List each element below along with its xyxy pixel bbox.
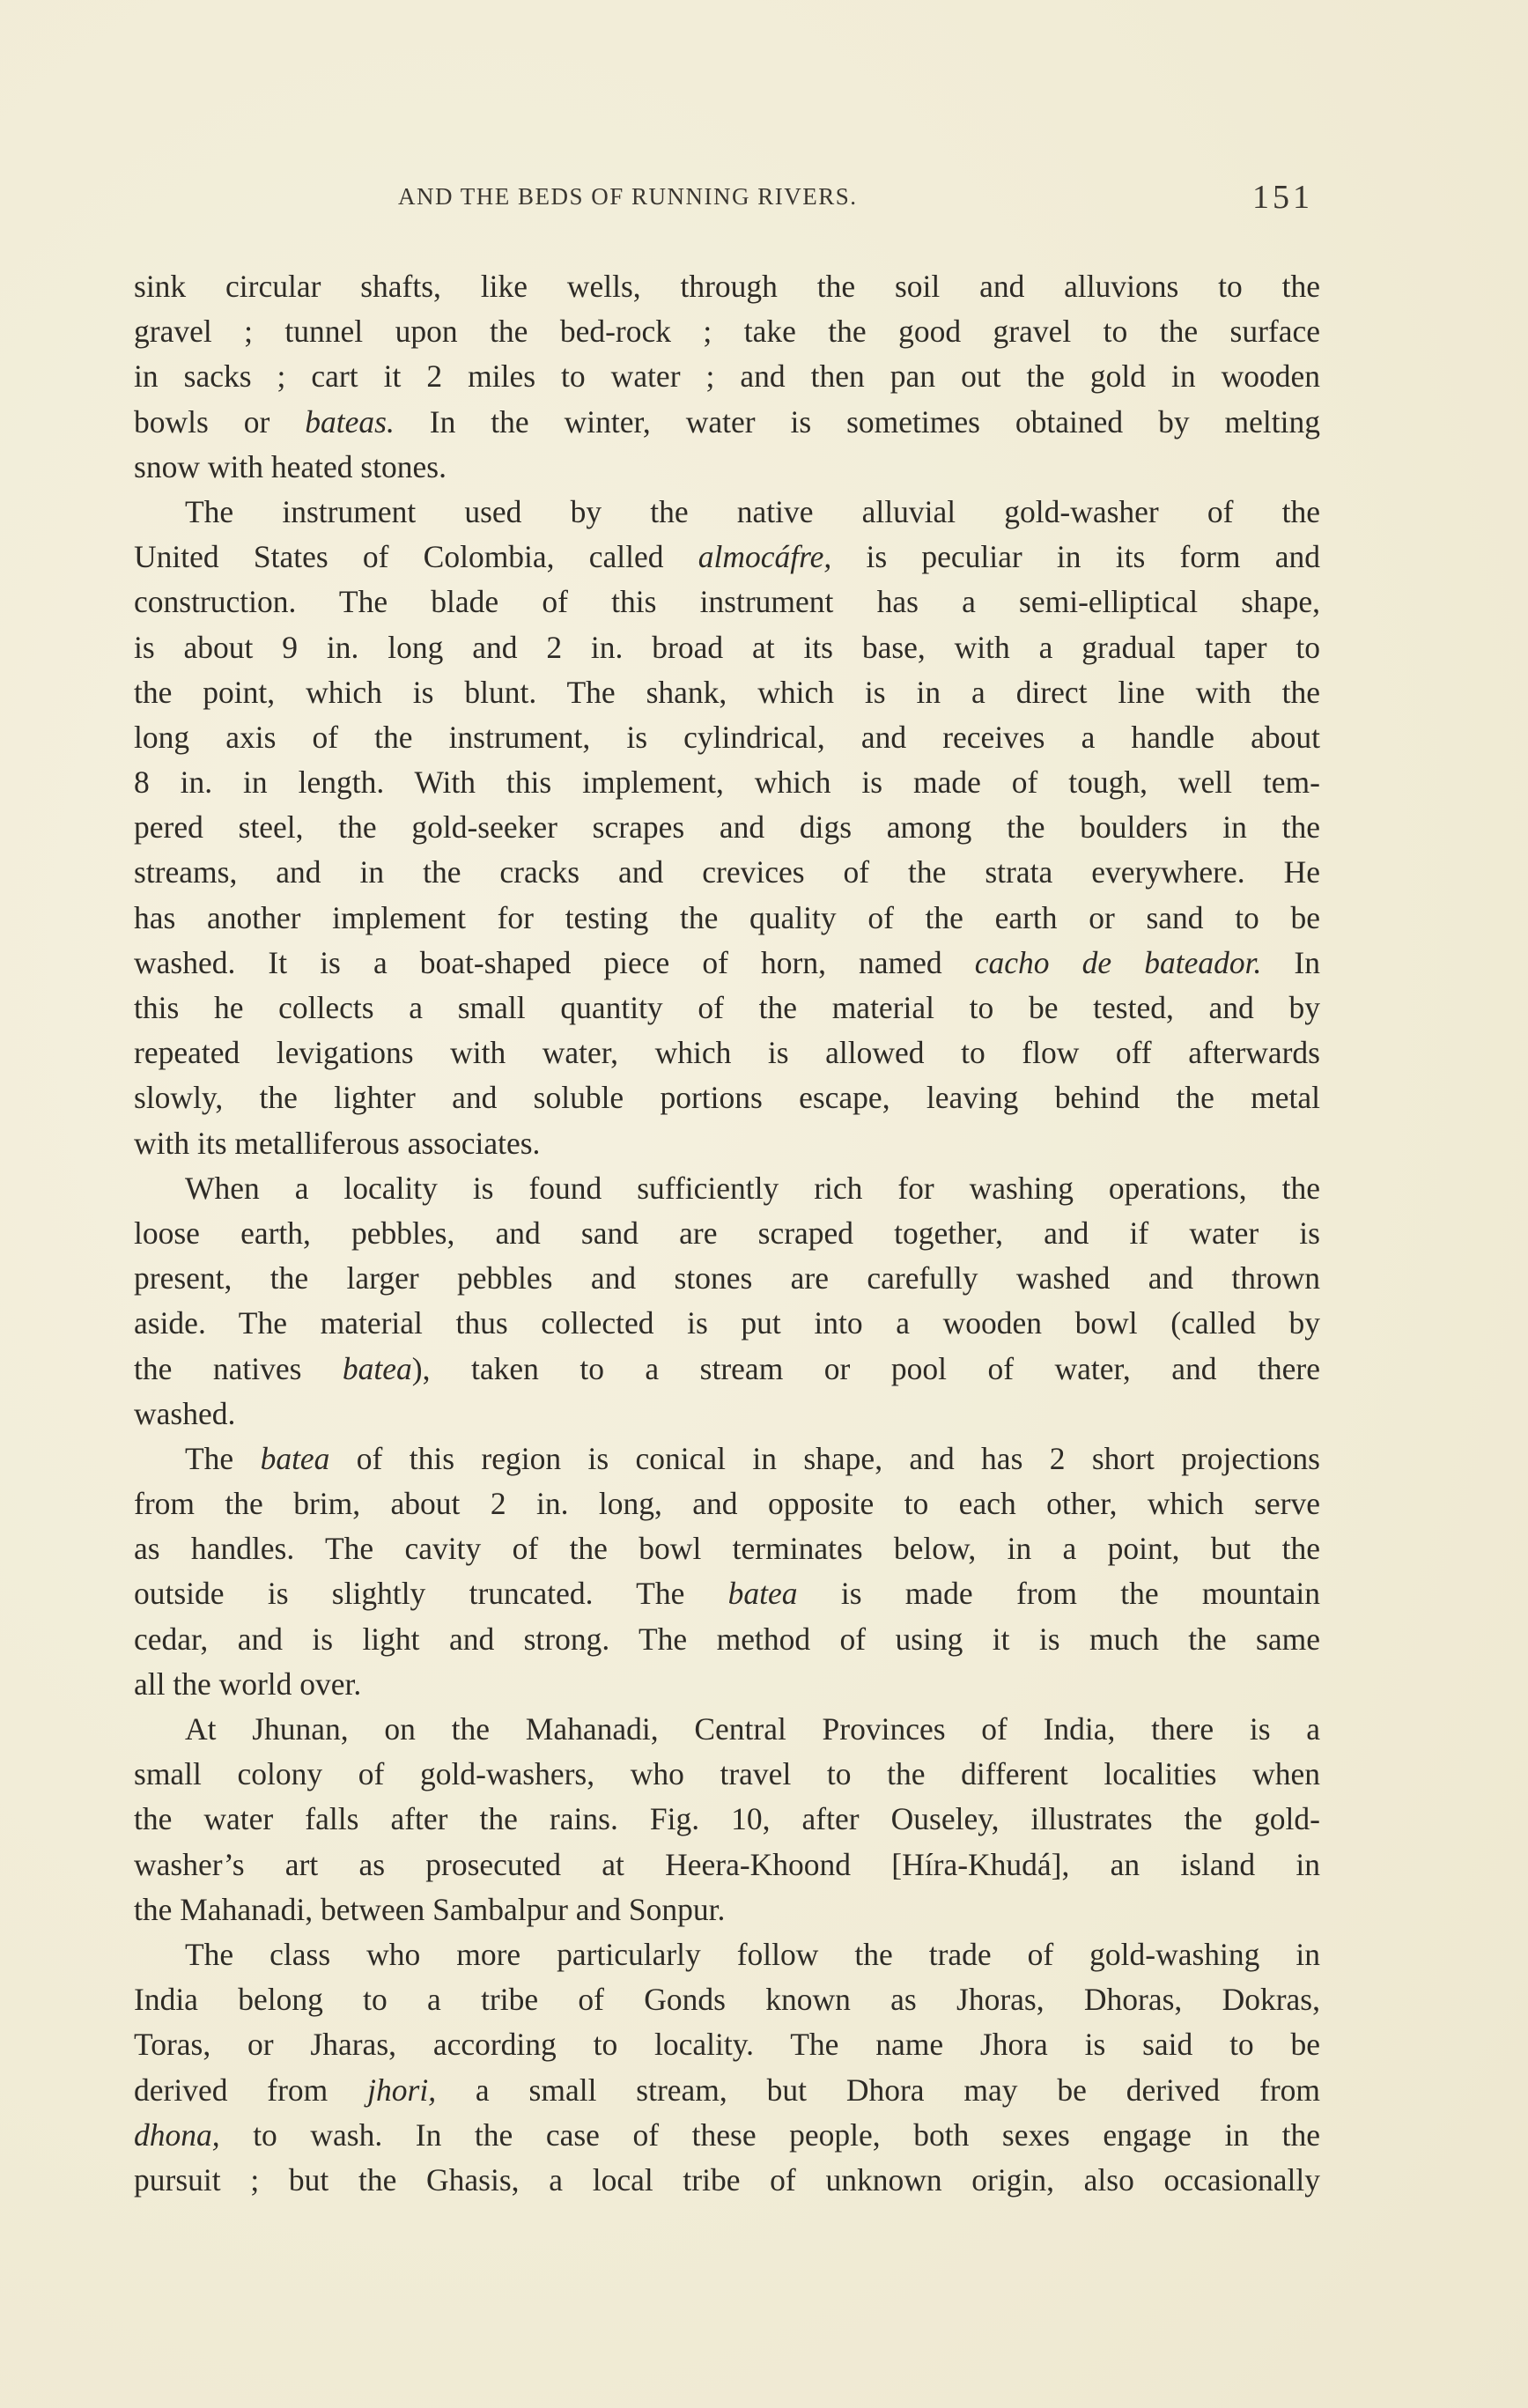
italic-term: batea (260, 1440, 330, 1476)
text-run: In the winter, water is sometimes obtained by melting (394, 403, 1320, 439)
italic-term: cacho de bateador. (974, 944, 1262, 980)
paragraph (134, 490, 1320, 1166)
italic-term: batea (727, 1576, 798, 1612)
page-number: 151 (1252, 179, 1313, 216)
italic-term: dhona, (134, 2116, 220, 2153)
text-line (134, 2068, 1320, 2113)
running-title: AND THE BEDS OF RUNNING RIVERS. (398, 183, 858, 210)
paragraph (134, 264, 1320, 490)
text-line (134, 264, 1320, 309)
text-line (134, 760, 1320, 805)
text-line (134, 1887, 1320, 1932)
text-line (134, 2158, 1320, 2203)
text-run: bowls or (134, 403, 306, 439)
italic-term: batea (342, 1350, 412, 1386)
running-head (134, 179, 1320, 218)
text-line (134, 1347, 1320, 1392)
text-run: the Mahanadi, between Sambalpur and Sonpur. (134, 1891, 726, 1927)
text-run: slowly, the lighter and soluble portions escape, leaving behind the metal (134, 1080, 1320, 1116)
text-run: pursuit ; but the Ghasis, a local tribe of unknown origin, also occasionally (134, 2161, 1320, 2197)
text-line (134, 1301, 1320, 1346)
text-line (134, 1166, 1320, 1211)
text-run: is peculiar in its form and (831, 539, 1320, 575)
text-line (134, 1526, 1320, 1571)
text-run: washed. It is a boat-shaped piece of horn, named (134, 944, 975, 980)
text-run: washed. (134, 1395, 236, 1431)
text-run: from the brim, about 2 in. long, and opposite to each other, which serve (134, 1486, 1320, 1522)
italic-term: bateas. (305, 403, 395, 439)
text-run: washer’s art as prosecuted at Heera-Khoond [Híra-Khudá], an island in (134, 1846, 1320, 1882)
text-line (134, 1571, 1320, 1616)
text-line (134, 670, 1320, 715)
text-line (134, 2022, 1320, 2067)
text-line (134, 1707, 1320, 1752)
paragraph (134, 1166, 1320, 1437)
text-run: the natives (134, 1350, 343, 1386)
text-run: all the world over. (134, 1666, 362, 1702)
text-line (134, 1752, 1320, 1797)
text-line (134, 309, 1320, 354)
text-line (134, 715, 1320, 760)
italic-term: jhori, (367, 2072, 437, 2108)
text-run: gravel ; tunnel upon the bed-rock ; take the good gravel to the surface (134, 314, 1320, 350)
text-run: Toras, or Jharas, according to locality. The name Jhora is said to be (134, 2027, 1320, 2063)
text-run: United States of Colombia, called (134, 539, 698, 575)
text-run: the point, which is blunt. The shank, which is in a direct line with the (134, 674, 1320, 710)
text-line (134, 986, 1320, 1030)
text-run: the water falls after the rains. Fig. 10, after Ouseley, illustrates the gold- (134, 1801, 1320, 1837)
text-line (134, 1030, 1320, 1075)
text-line (134, 535, 1320, 580)
text-run: construction. The blade of this instrument has a semi-elliptical shape, (134, 584, 1320, 620)
text-run: is about 9 in. long and 2 in. broad at its base, with a gradual taper to (134, 629, 1320, 665)
text-line (134, 1075, 1320, 1120)
text-line (134, 1211, 1320, 1256)
text-run: ), taken to a stream or pool of water, and there (411, 1350, 1320, 1386)
text-run: streams, and in the cracks and crevices of the strata everywhere. He (134, 854, 1320, 890)
text-line (134, 354, 1320, 399)
text-line (134, 941, 1320, 986)
text-run: long axis of the instrument, is cylindrical, and receives a handle about (134, 719, 1320, 755)
text-line (134, 805, 1320, 850)
text-run: has another implement for testing the quality of the earth or sand to be (134, 899, 1320, 935)
text-run: cedar, and is light and strong. The method of using it is much the same (134, 1621, 1320, 1657)
text-line (134, 1256, 1320, 1301)
text-run: to wash. In the case of these people, both sexes engage in the (219, 2116, 1320, 2153)
text-line (134, 1392, 1320, 1437)
text-line (134, 400, 1320, 445)
text-run: India belong to a tribe of Gonds known as Jhoras, Dhoras, Dokras, (134, 1982, 1320, 2018)
text-run: in sacks ; cart it 2 miles to water ; and then pan out the gold in wooden (134, 358, 1320, 395)
text-line (134, 625, 1320, 670)
text-run: repeated levigations with water, which is allowed to flow off afterwards (134, 1035, 1320, 1071)
text-line (134, 896, 1320, 941)
text-run: aside. The material thus collected is put into a wooden bowl (called by (134, 1305, 1320, 1341)
text-line (134, 1121, 1320, 1166)
text-run: The instrument used by the native alluvial gold-washer of the (185, 493, 1320, 529)
text-run: sink circular shafts, like wells, through the soil and alluvions to the (134, 269, 1320, 304)
text-line (134, 1662, 1320, 1707)
text-run: as handles. The cavity of the bowl terminates below, in a point, but the (134, 1531, 1320, 1567)
text-line (134, 1843, 1320, 1887)
text-line (134, 1617, 1320, 1662)
text-line (134, 2113, 1320, 2158)
text-run: present, the larger pebbles and stones are carefully washed and thrown (134, 1260, 1320, 1296)
paragraph (134, 1707, 1320, 1932)
text-run: The class who more particularly follow the trade of gold-washing in (185, 1936, 1320, 1972)
text-run: When a locality is found sufficiently rich for washing operations, the (185, 1170, 1320, 1206)
text-run: a small stream, but Dhora may be derived from (436, 2072, 1320, 2108)
text-line (134, 445, 1320, 490)
text-run: pered steel, the gold-seeker scrapes and digs among the boulders in the (134, 809, 1320, 846)
text-run: At Jhunan, on the Mahanadi, Central Provinces of India, there is a (185, 1711, 1320, 1747)
text-run: snow with heated stones. (134, 448, 447, 484)
text-run: is made from the mountain (797, 1576, 1320, 1612)
text-run: loose earth, pebbles, and sand are scraped together, and if water is (134, 1215, 1320, 1251)
text-run: with its metalliferous associates. (134, 1125, 541, 1161)
italic-term: almocáfre, (698, 539, 832, 575)
text-line (134, 1932, 1320, 1977)
paragraph (134, 1932, 1320, 2203)
text-line (134, 490, 1320, 535)
text-line (134, 580, 1320, 624)
text-line (134, 1437, 1320, 1481)
text-line (134, 850, 1320, 895)
text-line (134, 1797, 1320, 1842)
text-run: outside is slightly truncated. The (134, 1576, 728, 1612)
text-run: small colony of gold-washers, who travel to the different localities when (134, 1756, 1320, 1792)
text-run: this he collects a small quantity of the material to be tested, and by (134, 990, 1320, 1025)
text-run: In (1261, 944, 1320, 980)
text-line (134, 1481, 1320, 1526)
text-run: The (185, 1440, 261, 1476)
text-run: of this region is conical in shape, and has 2 short projections (329, 1440, 1320, 1476)
text-line (134, 1977, 1320, 2022)
text-run: derived from (134, 2072, 368, 2108)
text-run: 8 in. in length. With this implement, which is made of tough, well tem- (134, 765, 1320, 801)
paragraph (134, 1437, 1320, 1707)
body-text (134, 264, 1320, 2203)
